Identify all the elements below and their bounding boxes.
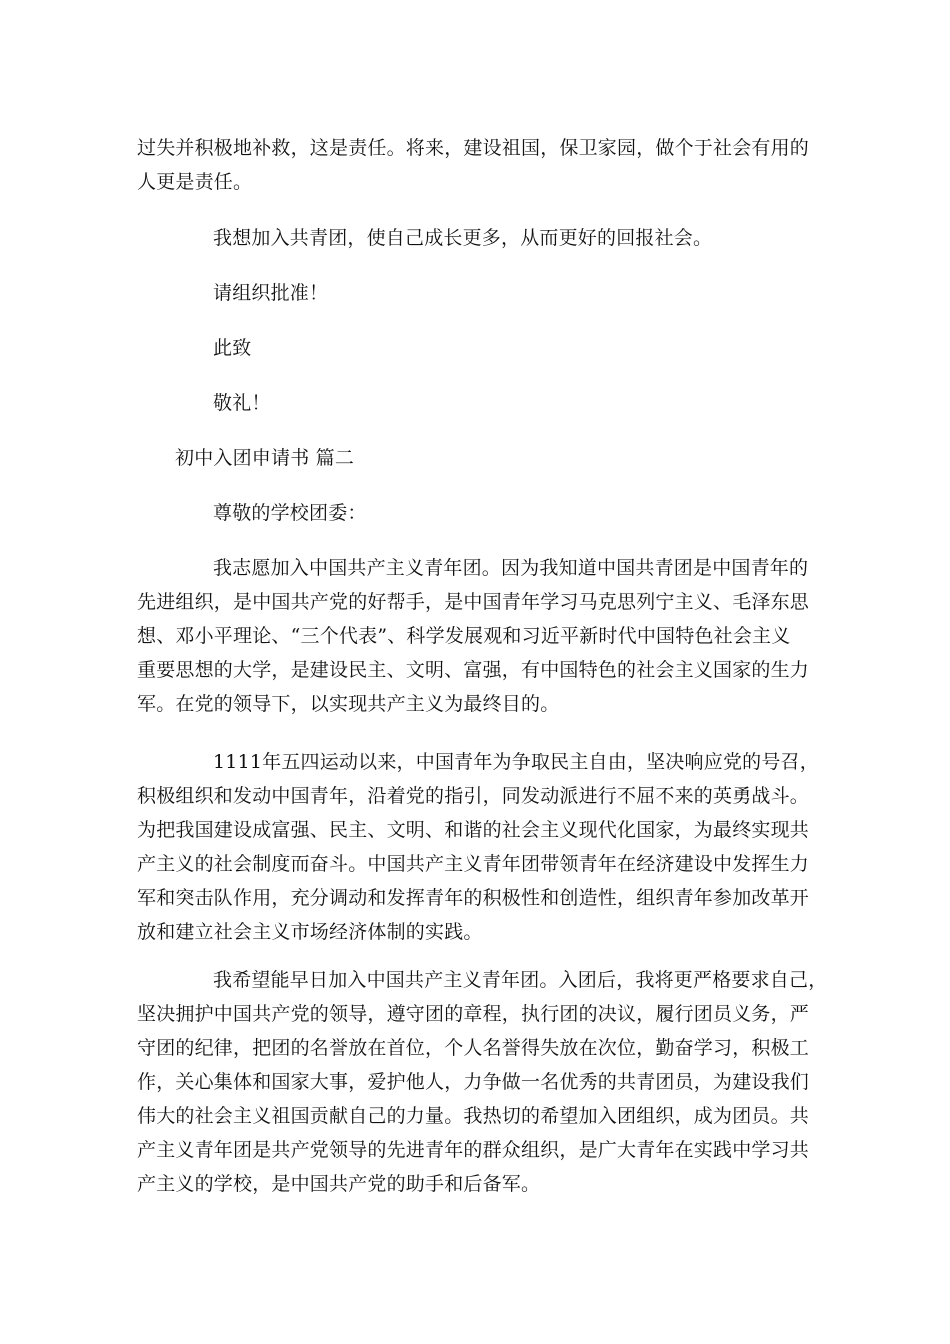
paragraph-3-line: 产主义的学校，是中国共产党的助手和后备军。 (137, 1173, 541, 1195)
paragraph-2-line: 产主义的社会制度而奋斗。中国共产主义青年团带领青年在经济建设中发挥生力 (137, 853, 810, 875)
paragraph-1-line: 先进组织，是中国共产党的好帮手，是中国青年学习马克思列宁主义、毛泽东思 (137, 591, 810, 613)
paragraph-3-line: 作，关心集体和国家大事，爱护他人，力争做一名优秀的共青团员，为建设我们 (137, 1071, 810, 1093)
closing-line-1: 此致 (213, 337, 252, 359)
paragraph-3-line: 伟大的社会主义祖国贡献自己的力量。我热切的希望加入团组织，成为团员。共 (137, 1105, 810, 1127)
section-title: 初中入团申请书 篇二 (175, 447, 355, 469)
paragraph-1-line: 我志愿加入中国共产主义青年团。因为我知道中国共青团是中国青年的 (213, 557, 809, 579)
paragraph-2-line: 积极组织和发动中国青年，沿着党的指引，同发动派进行不屈不来的英勇战斗。 (137, 785, 810, 807)
intro-line-1: 过失并积极地补救，这是责任。将来，建设祖国，保卫家园，做个于社会有用的 (137, 137, 810, 159)
wish-line: 我想加入共青团，使自己成长更多，从而更好的回报社会。 (213, 227, 713, 249)
paragraph-3-line: 守团的纪律，把团的名誉放在首位，个人名誉得失放在次位，勤奋学习，积极工 (137, 1037, 810, 1059)
intro-line-2: 人更是责任。 (137, 171, 253, 193)
paragraph-2-line: 放和建立社会主义市场经济体制的实践。 (137, 921, 483, 943)
closing-line-2: 敬礼！ (213, 392, 271, 414)
paragraph-3-line: 坚决拥护中国共产党的领导，遵守团的章程，执行团的决议，履行团员义务，严 (137, 1003, 810, 1025)
paragraph-2-line: 为把我国建设成富强、民主、文明、和谐的社会主义现代化国家，为最终实现共 (137, 819, 810, 841)
paragraph-3-line: 产主义青年团是共产党领导的先进青年的群众组织，是广大青年在实践中学习共 (137, 1139, 810, 1161)
paragraph-2-line: 1111年五四运动以来，中国青年为争取民主自由，坚决响应党的号召， (213, 751, 819, 773)
paragraph-1-line: 军。在党的领导下，以实现共产主义为最终目的。 (137, 693, 560, 715)
paragraph-1-line: 想、邓小平理论、“三个代表”、科学发展观和习近平新时代中国特色社会主义 (137, 625, 791, 647)
paragraph-2-line: 军和突击队作用，充分调动和发挥青年的积极性和创造性，组织青年参加改革开 (137, 887, 810, 909)
paragraph-1-line: 重要思想的大学，是建设民主、文明、富强，有中国特色的社会主义国家的生力 (137, 659, 810, 681)
request-line: 请组织批准！ (213, 282, 329, 304)
paragraph-3-line: 我希望能早日加入中国共产主义青年团。入团后，我将更严格要求自己， (213, 969, 828, 991)
salutation: 尊敬的学校团委： (213, 502, 367, 524)
